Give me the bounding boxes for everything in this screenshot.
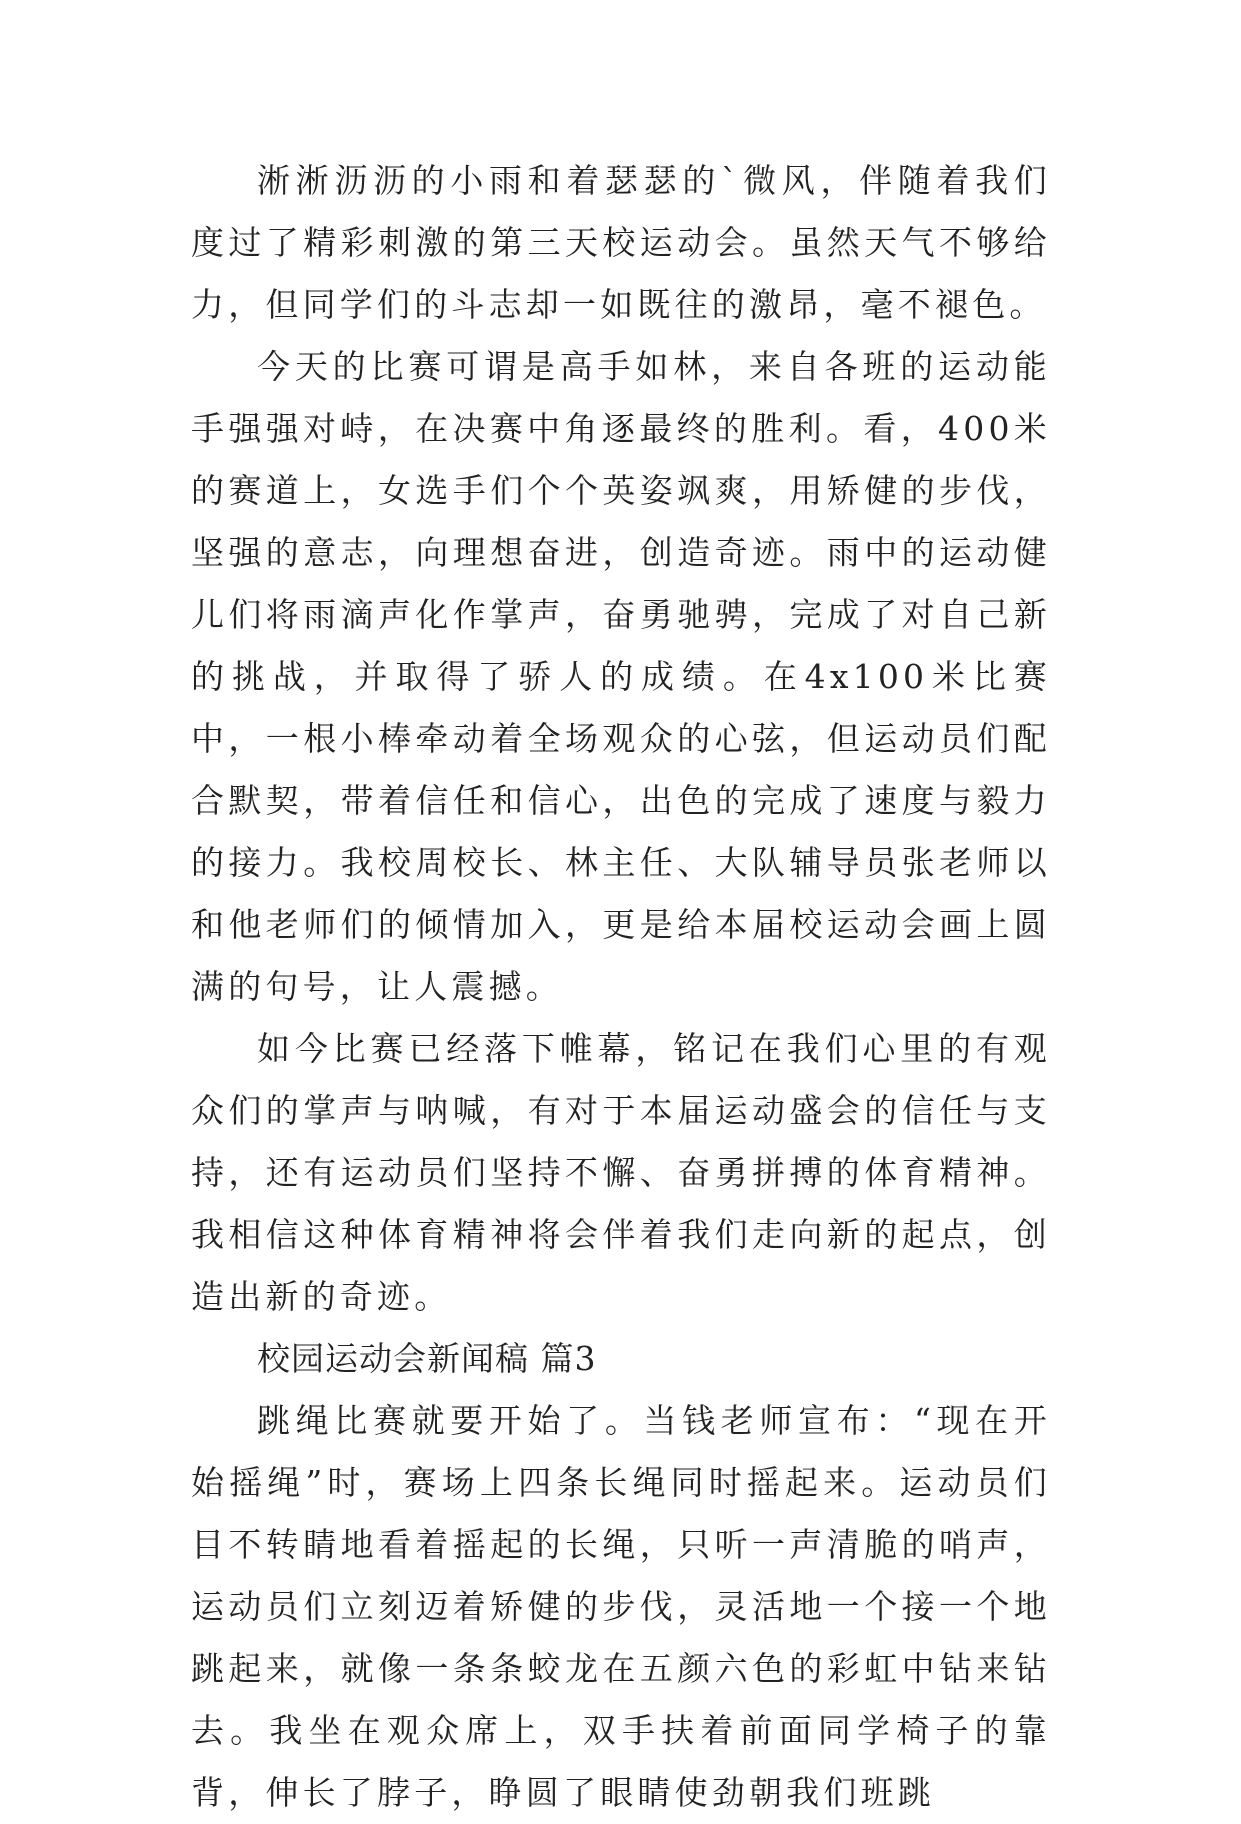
document-body <box>191 150 1051 1824</box>
section-heading: 校园运动会新闻稿 篇3 <box>257 1339 597 1378</box>
paragraph-3: 如今比赛已经落下帷幕，铭记在我们心里的有观众们的掌声与呐喊，有对于本届运动盛会的信任与支持，还有运动员们坚持不懈、奋勇拼搏的体育精神。我相信这种体育精神将会伴着我们走向新的起点，创造出新的奇迹。 <box>191 1029 1051 1316</box>
paragraph-1: 淅淅沥沥的小雨和着瑟瑟的`微风，伴随着我们度过了精彩刺激的第三天校运动会。虽然天气不够给力，但同学们的斗志却一如既往的激昂，毫不褪色。 <box>191 161 1051 324</box>
paragraph-4: 跳绳比赛就要开始了。当钱老师宣布：“现在开始摇绳”时，赛场上四条长绳同时摇起来。运动员们目不转睛地看着摇起的长绳，只听一声清脆的哨声，运动员们立刻迈着矫健的步伐，灵活地一个接一个地跳起来，就像一条条蛟龙在五颜六色的彩虹中钻来钻去。我坐在观众席上，双手扶着前面同学椅子的靠背，伸长了脖子，睁圆了眼睛使劲朝我们班跳 <box>191 1401 1051 1812</box>
paragraph-2: 今天的比赛可谓是高手如林，来自各班的运动能手强强对峙，在决赛中角逐最终的胜利。看，400米的赛道上，女选手们个个英姿飒爽，用矫健的步伐，坚强的意志，向理想奋进，创造奇迹。雨中的运动健儿们将雨滴声化作掌声，奋勇驰骋，完成了对自己新的挑战，并取得了骄人的成绩。在4x100米比赛中，一根小棒牵动着全场观众的心弦，但运动员们配合默契，带着信任和信心，出色的完成了速度与毅力的接力。我校周校长、林主任、大队辅导员张老师以和他老师们的倾情加入，更是给本届校运动会画上圆满的句号，让人震撼。 <box>191 347 1051 1006</box>
